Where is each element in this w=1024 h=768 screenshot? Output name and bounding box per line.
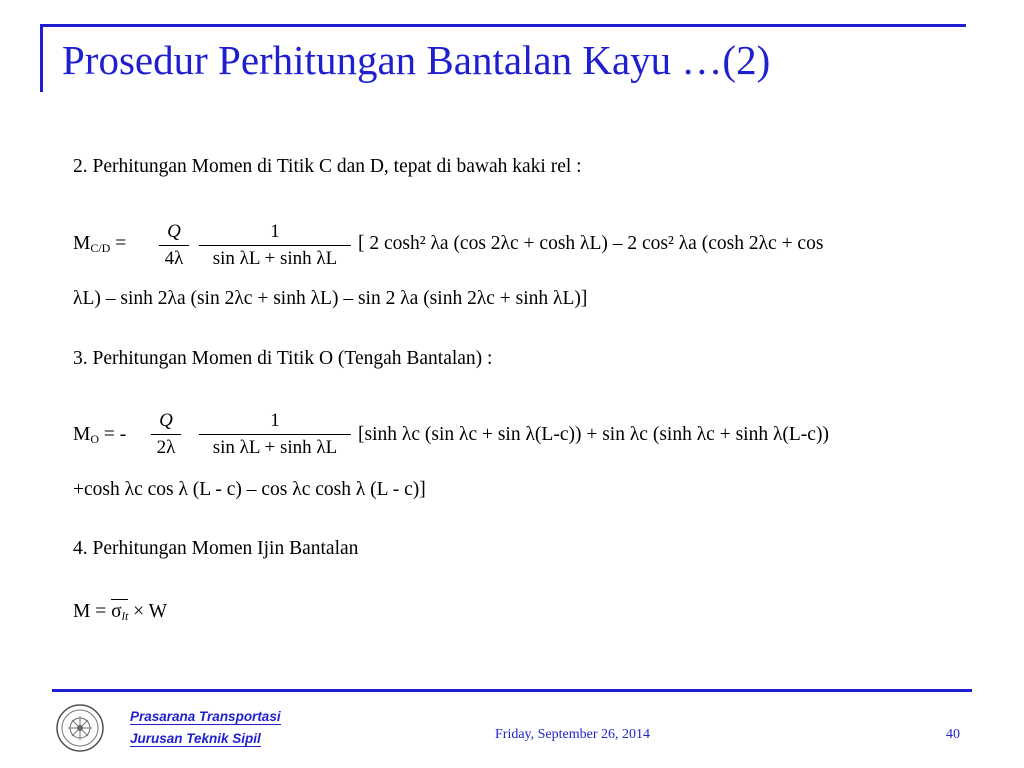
section3-fraction-sin [199, 408, 351, 461]
title-frame-top [40, 24, 966, 27]
title-frame-left [40, 24, 43, 92]
section2-rhs-line2: λL) – sinh 2λa (sin 2λc + sinh λL) – sin 2 λa (sinh 2λc + sinh λL)] [73, 288, 588, 309]
sigma-symbol: σ [111, 601, 122, 622]
university-seal-icon [55, 703, 105, 753]
page-number: 40 [946, 727, 960, 742]
equals-sign: = [110, 233, 127, 254]
department-name: Prasarana Transportasi [130, 709, 281, 724]
section4-heading: 4. Perhitungan Momen Ijin Bantalan [73, 538, 359, 559]
moment-subscript: O [90, 432, 100, 446]
footer-org-line1 [130, 709, 281, 724]
section2-fraction-q [159, 219, 189, 272]
section2-lhs [73, 233, 126, 256]
fraction-numerator: 1 [270, 221, 280, 242]
fraction-numerator: Q [167, 221, 181, 242]
fraction-numerator: 1 [270, 410, 280, 431]
footer-date: Friday, September 26, 2014 [495, 727, 651, 742]
equals-minus-sign: = - [99, 424, 127, 445]
section3-heading: 3. Perhitungan Momen di Titik O (Tengah Bantalan) : [73, 348, 493, 369]
fraction-numerator: Q [159, 410, 173, 431]
section4-formula [73, 601, 167, 624]
section3-rhs-line2: +cosh λc cos λ (L - c) – cos λc cosh λ (L - c)] [73, 479, 426, 500]
sigma-subscript: lt [121, 609, 129, 623]
moment-symbol: M = [73, 601, 112, 622]
fraction-denominator: sin λL + sinh λL [199, 245, 351, 272]
fraction-denominator: 2λ [151, 434, 181, 461]
faculty-name: Jurusan Teknik Sipil [130, 731, 261, 746]
footer-divider [52, 689, 972, 692]
sigma-allowable [111, 599, 128, 622]
section3-fraction-q [151, 408, 181, 461]
section3-lhs [73, 424, 126, 447]
times-w: × W [128, 601, 168, 622]
slide-title: Prosedur Perhitungan Bantalan Kayu …(2) [62, 37, 771, 83]
moment-subscript: C/D [90, 241, 111, 255]
moment-symbol: M [73, 424, 91, 445]
footer-org-line2 [130, 731, 261, 746]
fraction-denominator: sin λL + sinh λL [199, 434, 351, 461]
section3-rhs-line1: [sinh λc (sin λc + sin λ(L-c)) + sin λc (sinh λc + sinh λ(L-c)) [358, 424, 829, 445]
fraction-denominator: 4λ [159, 245, 189, 272]
section2-heading: 2. Perhitungan Momen di Titik C dan D, tepat di bawah kaki rel : [73, 156, 582, 177]
moment-symbol: M [73, 233, 91, 254]
section2-rhs-line1: [ 2 cosh² λa (cos 2λc + cosh λL) – 2 cos² λa (cosh 2λc + cos [358, 233, 824, 254]
section2-fraction-sin [199, 219, 351, 272]
